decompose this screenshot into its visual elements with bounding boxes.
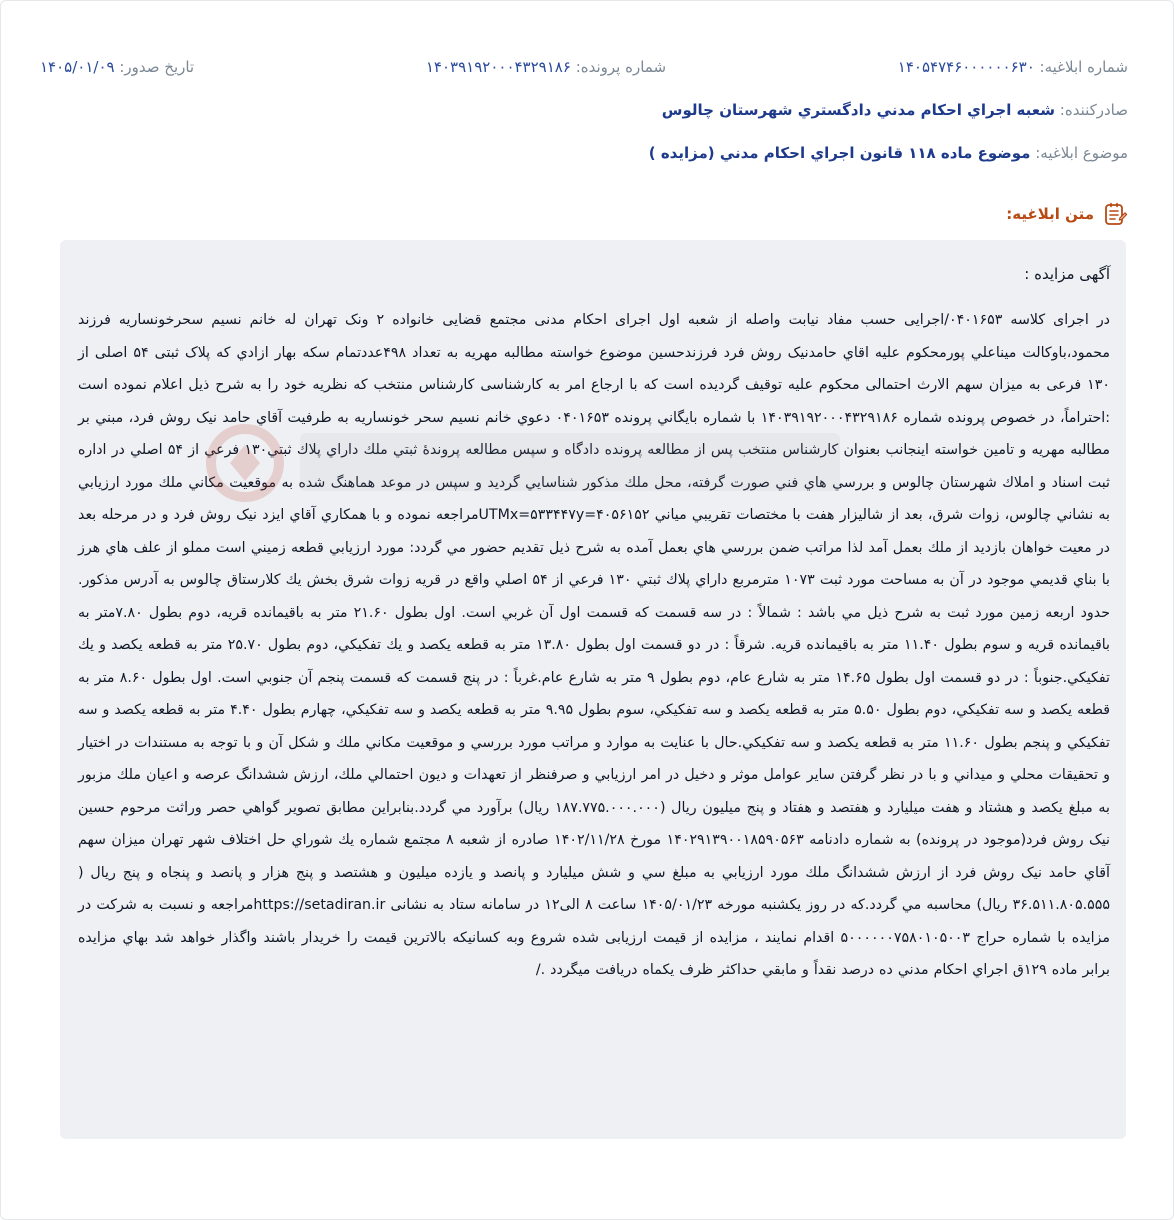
notice-text: در اجرای کلاسه ۰۴۰۱۶۵۳/اجرایی حسب مفاد نیابت واصله از شعبه اول اجرای احکام مدنی مجتمع قضایی خانواده ۲ ونک تهران له خانم نسیم سحرخونساریه فرزند محمود،باوکالت میناعلي پورمحکوم علیه اقاي حامدنیک روش فرد فرزندحسین موضوع خواسته مطالبه مهریه به تعداد ۴۹۸عددتمام سکه بهار ازادي که پلاک ثبتی ۵۴ اصلی از ۱۳۰ فرعی به میزان سهم الارث احتمالی محکوم علیه توقیف گردیده است که با ارجاع امر به کارشناسی کارشناس منتخب که نظریه خود را به شرح ذیل اعلام نموده است :احتراماً، در خصوص پرونده شماره ۱۴۰۳۹۱۹۲۰۰۰۴۳۲۹۱۸۶ با شماره بايگاني پرونده ۰۴۰۱۶۵۳ دعوي خانم نسيم سحر خونساريه به طرفيت آقاي حامد نيک روش فرد، مبني بر مطالبه مهريه و تامين خواسته اينجانب بعنوان كارشناس منتخب پس از مطالعه پرونده دادگاه و سپس مطالعه پروندۀ ثبتي ملك داراي پلاك ثبتي۱۳۰ فرعي از ۵۴ اصلي در اداره ثبت اسناد و املاك شهرستان چالوس و بررسي هاي فني صورت گرفته، محل ملك مذكور شناسايي گرديد و سپس در موعد هماهنگ شده به موقعيت مكاني ملك مورد ارزيابي به نشاني چالوس، زوات شرق، بعد از شاليزار هفت با مختصات تقريبي مياني UTMx=۵۳۳۴۴۷y=۴۰۵۶۱۵۲مراجعه نموده و با همكاري آقاي ايزد نيک روش فرد و در مرحله بعد در معيت خواهان بازديد از ملك بعمل آمد لذا مراتب ضمن بررسي هاي بعمل آمده به شرح ذيل تقديم حضور مي گردد: مورد ارزيابي قطعه زميني است مملو از علف هاي هرز با بناي قديمي موجود در آن به مساحت مورد ثبت ۱۰۷۳ مترمربع داراي پلاك ثبتي ۱۳۰ فرعي از ۵۴ اصلي واقع در قريه زوات شرق بخش يك كلارستاق چالوس به آدرس مذكور. حدود اربعه زمين مورد ثبت به شرح ذيل مي باشد : شمالاً : در سه قسمت كه قسمت اول آن غربي است. اول بطول ۲۱.۶۰ متر به باقيمانده قريه، دوم بطول ۷.۸۰متر به باقيمانده قريه و سوم بطول ۱۱.۴۰ متر به باقيمانده قريه. شرقاً : در دو قسمت اول بطول ۱۳.۸۰ متر به قطعه يكصد و يك تفكيكي، دوم بطول ۲۵.۷۰ متر به قطعه يكصد و يك تفكيكي.جنوباً : در دو قسمت اول بطول ۱۴.۶۵ متر به شارع عام، دوم بطول ۹ متر به شارع عام.غرباً : در پنج قسمت كه قسمت پنجم آن جنوبي است. اول بطول ۸.۶۰ متر به قطعه يكصد و سه تفكيكي، دوم بطول ۵.۵۰ متر به قطعه يكصد و سه تفكيكي، سوم بطول ۹.۹۵ متر به قطعه يكصد و سه تفكيكي، چهارم بطول ۴.۴۰ متر به قطعه يكصد و سه تفكيكي و پنجم بطول ۱۱.۶۰ متر به قطعه يكصد و سه تفكيكي.حال با عنايت به موارد و مراتب مورد بررسي و موقعيت مكاني ملك و شكل آن و با توجه به مستندات در اختيار و تحقيقات محلي و ميداني و با در نظر گرفتن ساير عوامل موثر و دخيل در امر ارزيابي و صرفنظر از تعهدات و ديون احتمالي ملك، ارزش ششدانگ عرصه و اعيان ملك مزبور به مبلغ يكصد و هشتاد و هفت ميليارد و هفتصد و هفتاد و پنج ميليون ريال (۱۸۷.۷۷۵.۰۰۰.۰۰۰ ريال) برآورد مي گردد.بنابراين مطابق تصوير گواهي حصر وراثت مرحوم حسين نيک روش فرد(موجود در پرونده) به شماره دادنامه ۱۴۰۲۹۱۳۹۰۰۱۸۵۹۰۵۶۳ مورخ ۱۴۰۲/۱۱/۲۸ صادره از شعبه ۸ مجتمع شماره يك شوراي حل اختلاف شهر تهران ميزان سهم آقاي حامد نيک روش فرد از ارزش ششدانگ ملك مورد ارزيابي به مبلغ سي و شش ميليارد و پانصد و يازده ميليون و هشتصد و پنج هزار و پانصد و پنجاه و پنج ريال ( ۳۶.۵۱۱.۸۰۵.۵۵۵ ريال) محاسبه مي گردد.كه در روز یکشنبه مورخه ۱۴۰۵/۰۱/۲۳ ساعت ۸ الی۱۲ در سامانه ستاد به نشانی https://setadiran.irمراجعه و نسبت به شرکت در مزایده با شماره حراج ۵۰۰۰۰۰۰۷۵۸۰۱۰۵۰۰۳ اقدام نمایند ، مزایده از قیمت ارزیابی شده شروع وبه کسانیکه بالاترین قیمت را خریدار باشند واگذار خواهد شد بهاي مزايده برابر ماده ۱۲۹ق اجراي احكام مدني ده درصد نقداً و مابقي حداكثر ظرف يكماه دريافت ميگردد ./ <box>78 312 1111 978</box>
notice-number <box>898 58 1128 76</box>
issue-date <box>40 58 194 76</box>
issue-date-value: ۱۴۰۵/۰۱/۰۹ <box>40 58 115 76</box>
issuer-label: صادرکننده: <box>1059 101 1128 119</box>
subject-row <box>649 144 1128 162</box>
case-number <box>426 58 666 76</box>
notice-body-box <box>60 240 1126 1139</box>
notice-number-value: ۱۴۰۵۴۷۴۶۰۰۰۰۰۰۶۳۰ <box>897 58 1035 76</box>
section-title-label: متن ابلاغیه: <box>1006 205 1094 223</box>
issuer-row <box>662 101 1128 119</box>
notice-heading: آگهی مزایده : <box>1024 265 1110 283</box>
case-number-value: ۱۴۰۳۹۱۹۲۰۰۰۴۳۲۹۱۸۶ <box>425 58 571 76</box>
subject-label: موضوع ابلاغیه: <box>1035 144 1128 162</box>
subject-value: موضوع ماده ۱۱۸ قانون اجراي احكام مدني (مزايده ) <box>648 144 1031 162</box>
document-text-icon <box>1102 201 1128 227</box>
case-number-label: شماره پرونده: <box>575 58 667 76</box>
meta-row-numbers <box>40 58 1128 76</box>
issuer-value: شعبه اجراي احكام مدني دادگستري شهرستان چالوس <box>661 101 1055 119</box>
section-title <box>1006 201 1128 227</box>
issue-date-label: تاریخ صدور: <box>119 58 195 76</box>
notice-number-label: شماره ابلاغیه: <box>1039 58 1128 76</box>
